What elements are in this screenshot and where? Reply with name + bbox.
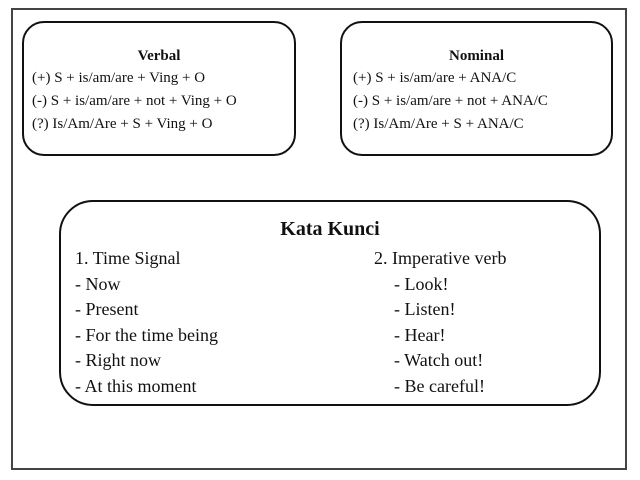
verbal-formula-question: (?) Is/Am/Are + S + Ving + O — [32, 116, 213, 132]
verbal-formula-negative: (-) S + is/am/are + not + Ving + O — [32, 93, 237, 109]
nominal-title: Nominal — [448, 48, 504, 64]
time-signal-heading: 1. Time Signal — [75, 248, 181, 268]
list-item: - For the time being — [75, 324, 218, 345]
list-item: - Be careful! — [394, 375, 485, 396]
nominal-formula-question: (?) Is/Am/Are + S + ANA/C — [353, 116, 524, 132]
list-item: - At this moment — [75, 375, 197, 396]
nominal-box — [340, 21, 613, 156]
verbal-box — [22, 21, 296, 156]
nominal-formula-negative: (-) S + is/am/are + not + ANA/C — [353, 93, 548, 109]
list-item: - Watch out! — [394, 350, 484, 370]
verbal-title: Verbal — [137, 48, 181, 64]
imperative-heading: 2. Imperative verb — [374, 248, 507, 268]
kata-kunci-box — [59, 200, 601, 406]
time-signal-column — [75, 246, 218, 399]
list-item: - Hear! — [394, 324, 446, 345]
list-item: - Right now — [75, 350, 162, 370]
list-item: - Present — [75, 299, 139, 319]
verbal-formula-positive: (+) S + is/am/are + Ving + O — [32, 70, 206, 86]
imperative-column — [374, 246, 506, 399]
list-item: - Look! — [394, 273, 449, 294]
list-item: - Now — [75, 273, 121, 294]
kata-kunci-title: Kata Kunci — [280, 218, 380, 240]
list-item: - Listen! — [394, 299, 456, 319]
nominal-formula-positive: (+) S + is/am/are + ANA/C — [353, 70, 517, 86]
